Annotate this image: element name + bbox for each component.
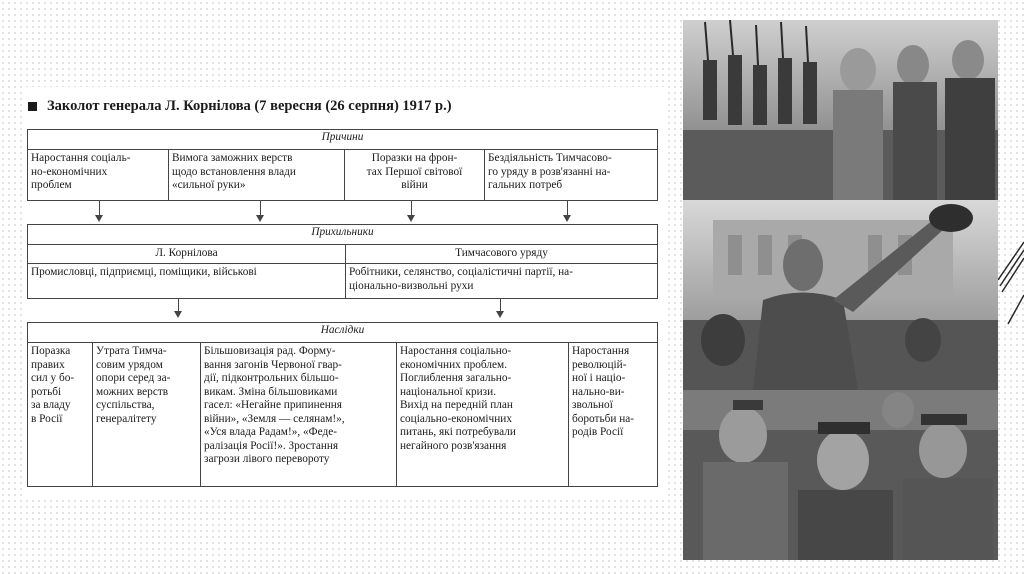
- arrow-down-icon: [500, 299, 501, 316]
- arrow-down-icon: [567, 201, 568, 220]
- soldiers-parade-photo: [683, 20, 998, 200]
- arrow-down-icon: [99, 201, 100, 220]
- consequence-cell-4: Наростання соціально- економічних проблем. Поглиблення загально- національної кризи. Вихід на передній план соціально-економічних питань, які потребували негайного розв'язання: [396, 342, 569, 487]
- consequence-cell-1: Поразка правих сил у бо- ротьбі за владу в Росії: [27, 342, 93, 487]
- consequences-header: Наслідки: [27, 322, 658, 343]
- cause-cell-2: Вимога заможних верств щодо встановлення влади «сильної руки»: [168, 149, 345, 201]
- document-title: [28, 98, 452, 115]
- supporters-kornilov-list: Промисловці, підприємці, поміщики, військові: [27, 263, 346, 299]
- cause-cell-3: Поразки на фрон- тах Першої світової війни: [344, 149, 485, 201]
- supporters-government-label: Тимчасового уряду: [345, 244, 658, 264]
- arrow-down-icon: [178, 299, 179, 316]
- square-bullet-icon: [28, 102, 37, 111]
- causes-header: Причини: [27, 129, 658, 150]
- supporters-kornilov-label: Л. Корнілова: [27, 244, 346, 264]
- kornilov-raising-cap-photo: [683, 200, 998, 390]
- supporters-government-list: Робітники, селянство, соціалістичні партії, на- ціонально-визвольні рухи: [345, 263, 658, 299]
- cause-cell-1: Наростання соціаль- но-економічних проблем: [27, 149, 169, 201]
- supporters-header: Прихильники: [27, 224, 658, 245]
- cause-cell-4: Бездіяльність Тимчасово- го уряду в розв'язанні на- гальних потреб: [484, 149, 658, 201]
- consequence-cell-5: Наростання революцій- ної і націо- нально-ви- звольної боротьби на- родів Росії: [568, 342, 658, 487]
- consequence-cell-3: Більшовизація рад. Форму- вання загонів Червоної гвар- дії, підконтрольних більшо- викам. Зміна більшовиками гасел: «Негайне припинення війни», «Земля — селянам!», «Уся влада Радам!», «Феде- ралізація Росії!». Зростання загрози лівого перевороту: [200, 342, 397, 487]
- kornilov-with-officers-photo: [683, 390, 998, 560]
- consequence-cell-2: Утрата Тимча- совим урядом опори серед за- можних верств суспільства, генералітету: [92, 342, 201, 487]
- arrow-down-icon: [411, 201, 412, 220]
- title-text: Заколот генерала Л. Корнілова (7 вересня (26 серпня) 1917 р.): [47, 98, 452, 114]
- arrow-down-icon: [260, 201, 261, 220]
- decorative-lines-icon: [998, 240, 1024, 330]
